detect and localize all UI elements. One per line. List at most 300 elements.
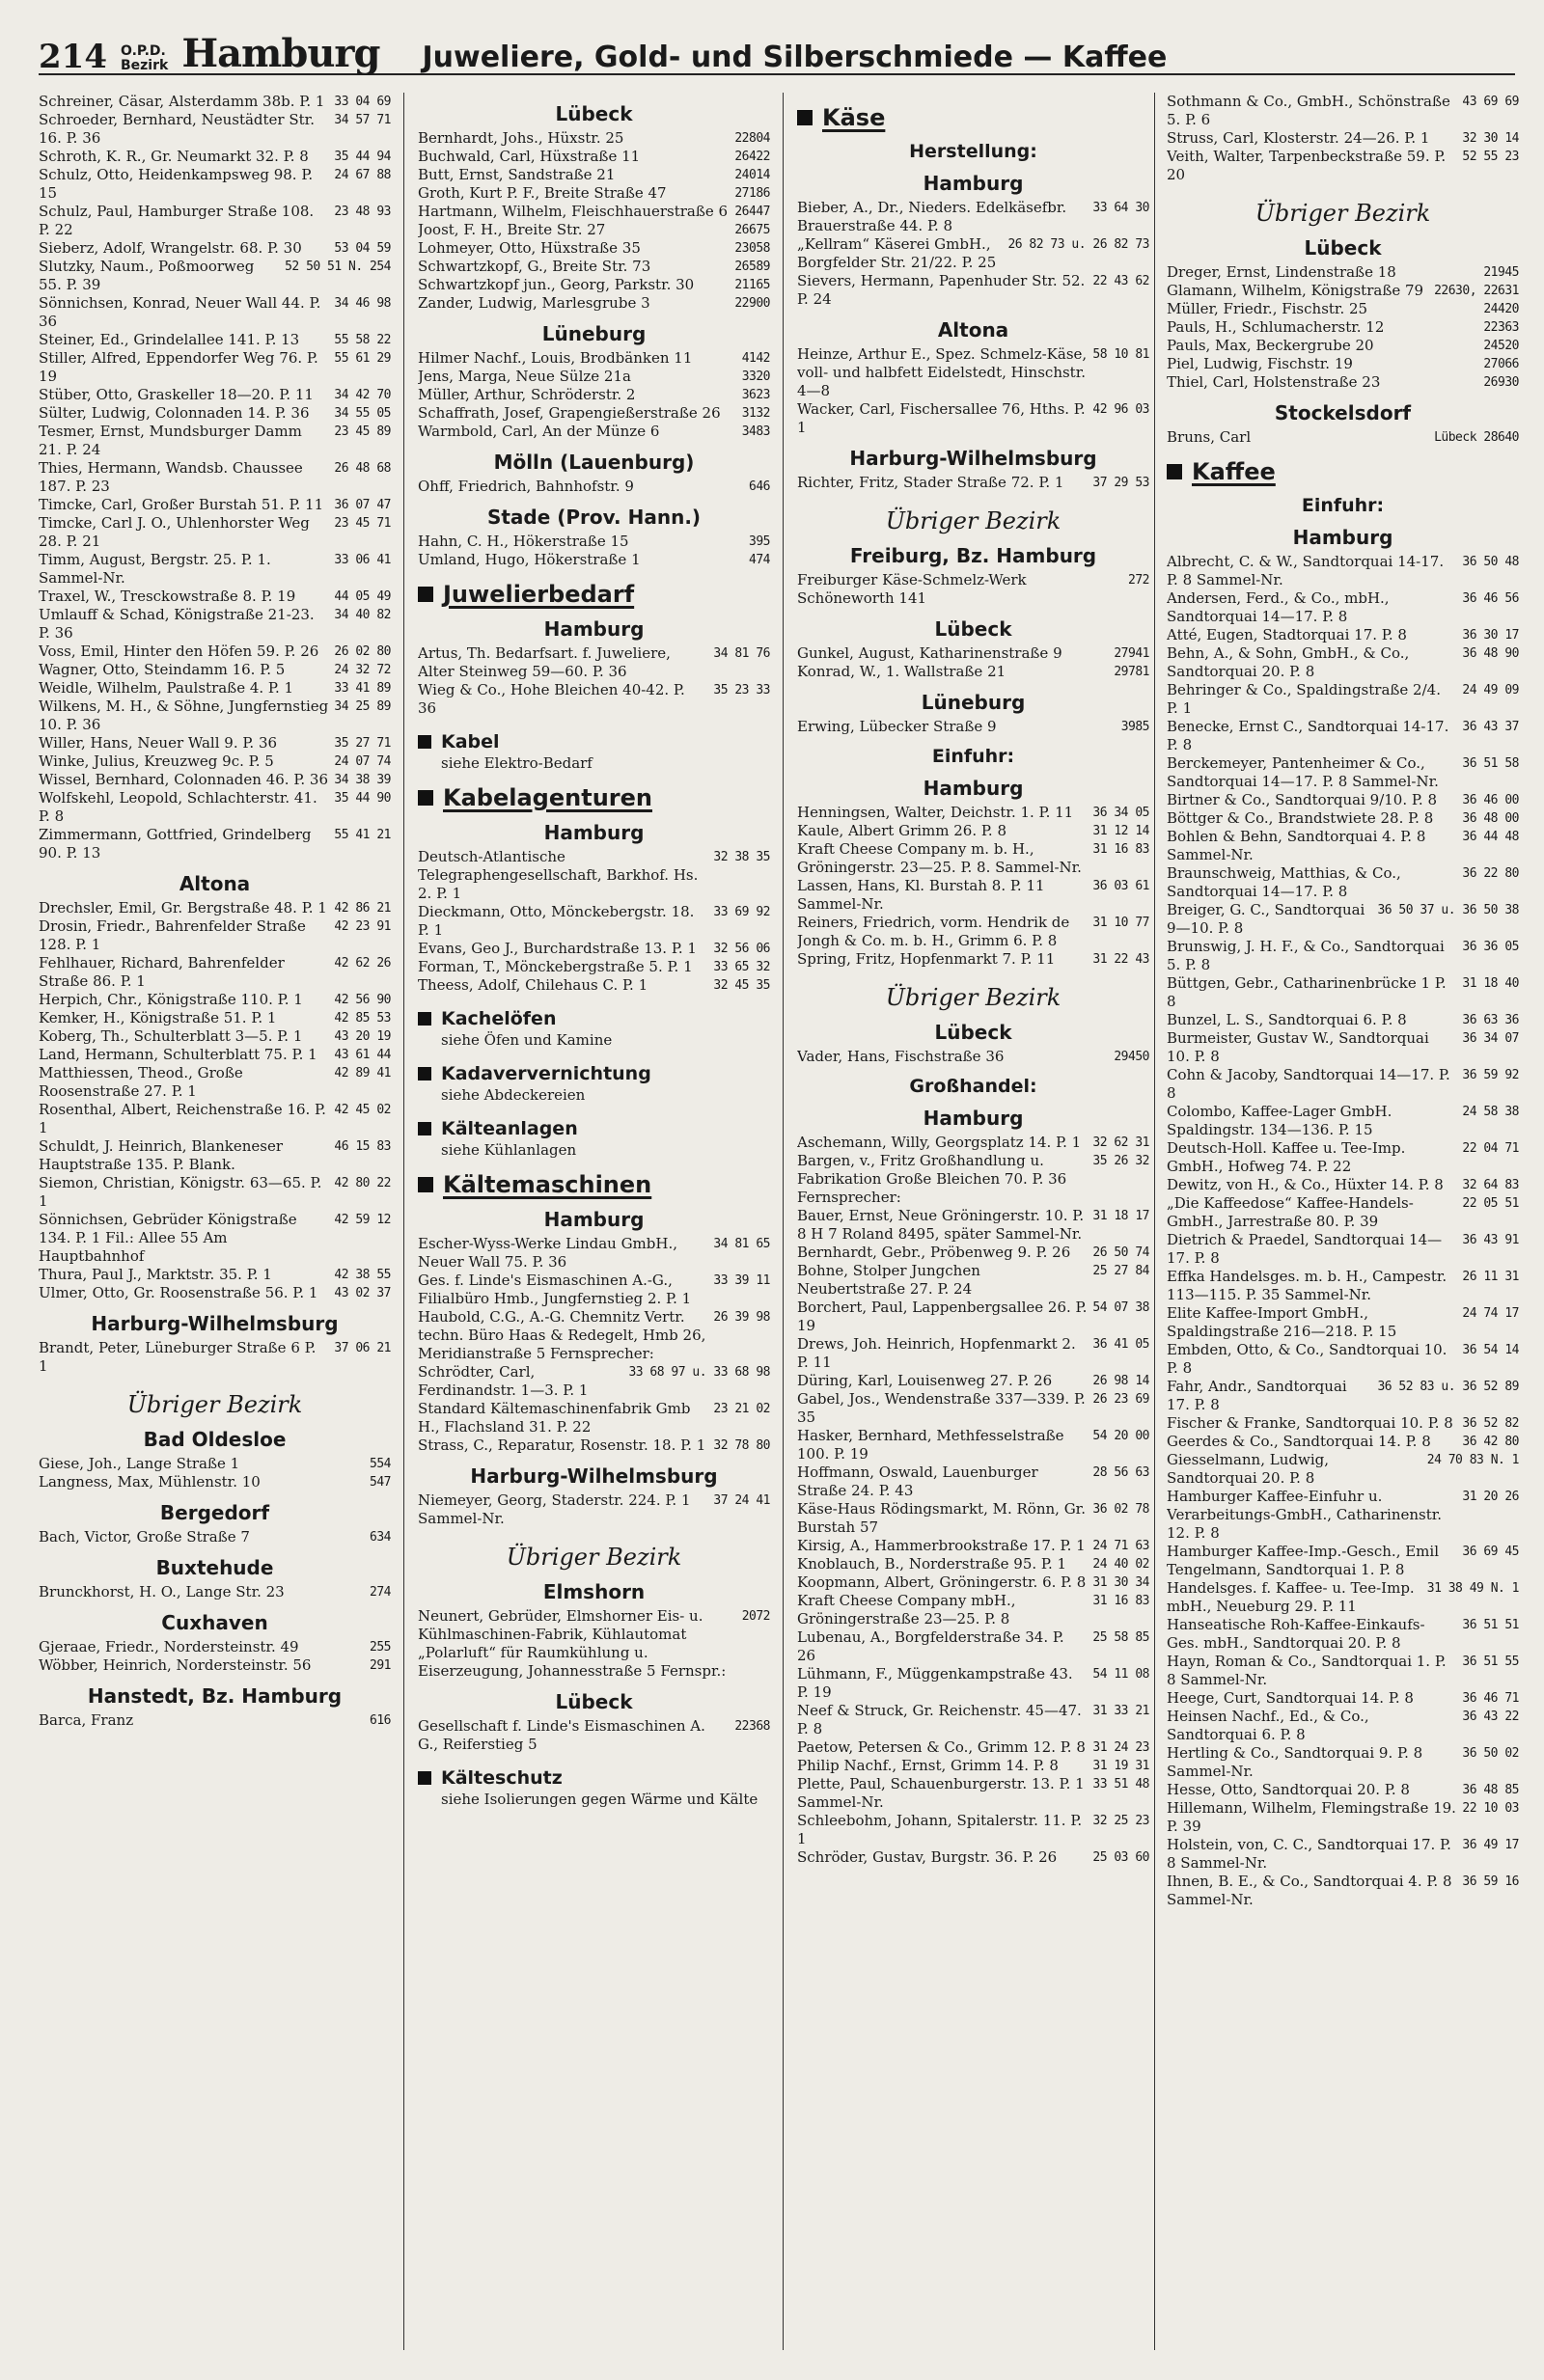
directory-entry [1167, 1543, 1519, 1579]
directory-entry [418, 166, 770, 184]
subsection-heading: Einfuhr: [931, 746, 1015, 767]
directory-entry [418, 349, 770, 368]
entry-name: Ulmer, Otto, Gr. Roosenstraße 56. P. 1 [39, 1284, 318, 1301]
directory-entry [39, 1656, 391, 1675]
entry-phone: 37 06 21 [334, 1341, 391, 1355]
entry-phone: 32 62 31 [1092, 1135, 1149, 1150]
entry-list [797, 345, 1149, 437]
directory-entry [1167, 282, 1519, 300]
entry-list [418, 349, 770, 441]
directory-entry [797, 1262, 1149, 1299]
location-heading: Harburg-Wilhelmsburg [470, 1464, 718, 1488]
directory-entry [797, 644, 1149, 663]
entry-name: Hesse, Otto, Sandtorquai 20. P. 8 [1167, 1781, 1410, 1798]
entry-phone: 25 58 85 [1092, 1630, 1149, 1645]
bullet-square-icon [418, 587, 433, 602]
entry-name: Lassen, Hans, Kl. Burstah 8. P. 11 Sammel-Nr. [797, 877, 1045, 913]
entry-name: Schreiner, Cäsar, Alsterdamm 38b. P. 1 [39, 93, 325, 110]
location-heading: Hamburg [543, 821, 645, 844]
directory-entry [797, 474, 1149, 492]
entry-phone: 53 04 59 [334, 241, 391, 256]
entry-name: Tesmer, Ernst, Mundsburger Damm 21. P. 24 [39, 423, 302, 458]
entry-phone: 36 50 37 u. 36 50 38 [1377, 903, 1519, 917]
directory-entry [1167, 1066, 1519, 1103]
entry-name: Steiner, Ed., Grindelallee 141. P. 13 [39, 331, 300, 348]
entry-phone: 36 48 85 [1462, 1783, 1519, 1797]
directory-entry [418, 294, 770, 313]
entry-phone: 36 48 90 [1462, 646, 1519, 661]
directory-entry [418, 551, 770, 569]
entry-name: Atté, Eugen, Stadtorquai 17. P. 8 [1167, 626, 1407, 643]
entry-phone: 23 48 93 [334, 205, 391, 219]
column-3 [797, 93, 1149, 2360]
directory-entry [418, 903, 770, 940]
entry-name: Standard Kältemaschinenfabrik Gmb H., Flachsland 31. P. 22 [418, 1400, 691, 1436]
entry-list [418, 1607, 770, 1681]
entry-list [39, 1583, 391, 1601]
see-reference: siehe Abdeckereien [441, 1086, 586, 1104]
entry-phone: 26 82 73 u. 26 82 73 [1007, 237, 1149, 252]
entry-phone: 291 [370, 1658, 391, 1673]
entry-name: Ihnen, B. E., & Co., Sandtorquai 4. P. 8 Sammel-Nr. [1167, 1873, 1452, 1908]
entry-name: Artus, Th. Bedarfsart. f. Juweliere, Alter Steinweg 59—60. P. 36 [418, 644, 671, 680]
directory-entry [797, 1048, 1149, 1066]
directory-entry [1167, 1653, 1519, 1689]
entry-name: Erwing, Lübecker Straße 9 [797, 718, 997, 735]
directory-entry [797, 840, 1149, 877]
entry-name: Heinsen Nachf., Ed., & Co., Sandtorquai 6. P. 8 [1167, 1708, 1369, 1743]
entry-phone: 32 56 06 [713, 942, 770, 956]
entry-name: Giesselmann, Ludwig, Sandtorquai 20. P. 8 [1167, 1451, 1329, 1487]
directory-entry [797, 718, 1149, 736]
entry-phone: 36 34 05 [1092, 806, 1149, 820]
directory-entry [418, 644, 770, 681]
entry-phone: 32 64 83 [1462, 1178, 1519, 1192]
entry-phone: 54 11 08 [1092, 1667, 1149, 1682]
directory-entry [39, 954, 391, 991]
entry-phone: 36 49 17 [1462, 1838, 1519, 1852]
entry-name: Giese, Joh., Lange Straße 1 [39, 1455, 240, 1472]
category-heading [418, 1008, 770, 1029]
entry-phone: 36 50 02 [1462, 1746, 1519, 1761]
entry-name: Matthiessen, Theod., Große Roosenstraße 27. P. 1 [39, 1064, 243, 1100]
see-reference: siehe Elektro-Bedarf [441, 754, 593, 772]
entry-name: Drechsler, Emil, Gr. Bergstraße 48. P. 1 [39, 899, 327, 916]
entry-name: Colombo, Kaffee-Lager GmbH. Spaldingstr. 134—136. P. 15 [1167, 1103, 1392, 1138]
category-title: Kabel [441, 731, 500, 752]
entry-list [418, 644, 770, 718]
entry-name: Behn, A., & Sohn, GmbH., & Co., Sandtorquai 20. P. 8 [1167, 644, 1410, 680]
entry-phone: 36 48 00 [1462, 811, 1519, 826]
entry-name: Embden, Otto, & Co., Sandtorquai 10. P. 8 [1167, 1341, 1448, 1377]
entry-name: Bieber, A., Dr., Nieders. Edelkäsefbr. Brauerstraße 44. P. 8 [797, 199, 1067, 234]
entry-name: Wacker, Carl, Fischersallee 76, Hths. P. 1 [797, 400, 1086, 436]
location-heading: Harburg-Wilhelmsburg [849, 447, 1097, 470]
entry-phone: 34 25 89 [334, 699, 391, 714]
location-heading: Hamburg [923, 1107, 1024, 1130]
entry-list [39, 1528, 391, 1546]
directory-entry [1167, 1451, 1519, 1488]
entry-phone: 3623 [741, 388, 770, 402]
entry-name: Bernhardt, Johs., Hüxstr. 25 [418, 129, 624, 147]
entry-phone: 26 98 14 [1092, 1374, 1149, 1388]
directory-entry [39, 588, 391, 606]
column-1 [39, 93, 391, 2360]
directory-entry [797, 1207, 1149, 1244]
directory-entry [39, 111, 391, 148]
entry-name: Barca, Franz [39, 1711, 134, 1729]
category-heading [418, 784, 770, 811]
entry-name: Butt, Ernst, Sandstraße 21 [418, 166, 616, 183]
directory-entry [39, 826, 391, 862]
entry-phone: 24420 [1483, 302, 1519, 316]
entry-phone: 52 55 23 [1462, 150, 1519, 164]
entry-list [797, 571, 1149, 608]
entry-name: Kaule, Albert Grimm 26. P. 8 [797, 822, 1007, 839]
entry-name: Piel, Ludwig, Fischstr. 19 [1167, 355, 1353, 372]
directory-entry [39, 1064, 391, 1101]
bullet-square-icon [418, 1177, 433, 1192]
entry-phone: 36 42 80 [1462, 1435, 1519, 1449]
directory-entry [797, 1390, 1149, 1427]
entry-phone: 36 50 48 [1462, 555, 1519, 569]
entry-name: „Die Kaffeedose“ Kaffee-Handels-GmbH., Jarrestraße 80. P. 39 [1167, 1194, 1414, 1230]
directory-entry [39, 679, 391, 698]
entry-name: Koberg, Th., Schulterblatt 3—5. P. 1 [39, 1027, 303, 1045]
entry-phone: 36 02 78 [1092, 1502, 1149, 1517]
entry-name: Böttger & Co., Brandstwiete 28. P. 8 [1167, 809, 1434, 827]
entry-list [797, 1134, 1149, 1867]
entry-phone: 24 74 17 [1462, 1306, 1519, 1321]
entry-list [418, 129, 770, 313]
entry-name: Bohne, Stolper Jungchen Neubertstraße 27. P. 24 [797, 1262, 980, 1298]
directory-entry [1167, 1799, 1519, 1836]
entry-phone: 26589 [734, 260, 770, 274]
directory-entry [1167, 1268, 1519, 1304]
directory-entry [797, 1152, 1149, 1207]
entry-phone: 35 26 32 [1092, 1154, 1149, 1168]
directory-entry [39, 771, 391, 789]
directory-entry [39, 698, 391, 734]
entry-name: Lühmann, F., Müggenkampstraße 43. P. 19 [797, 1665, 1073, 1701]
entry-phone: 22363 [1483, 320, 1519, 335]
directory-entry [39, 899, 391, 917]
entry-name: Schroth, K. R., Gr. Neumarkt 32. P. 8 [39, 148, 309, 165]
entry-name: Brunckhorst, H. O., Lange Str. 23 [39, 1583, 285, 1600]
directory-entry [1167, 1873, 1519, 1909]
entry-name: Rosenthal, Albert, Reichenstraße 16. P. 1 [39, 1101, 326, 1136]
entry-phone: 34 42 70 [334, 388, 391, 402]
entry-phone: 33 68 97 u. 33 68 98 [628, 1365, 770, 1380]
category-title: Kältemaschinen [443, 1171, 652, 1198]
directory-entry [797, 1573, 1149, 1592]
entry-name: Albrecht, C. & W., Sandtorquai 14-17. P. 8 Sammel-Nr. [1167, 553, 1445, 588]
entry-name: Bargen, v., Fritz Großhandlung u. Fabrikation Große Bleichen 70. P. 36 Fernsprecher: [797, 1152, 1067, 1206]
entry-phone: 34 81 76 [713, 646, 770, 661]
location-heading: Lübeck [555, 102, 633, 125]
entry-phone: 55 61 29 [334, 351, 391, 366]
entry-name: Forman, T., Mönckebergstraße 5. P. 1 [418, 958, 693, 975]
entry-name: Koopmann, Albert, Gröningerstr. 6. P. 8 [797, 1573, 1087, 1591]
entry-phone: 31 38 49 N. 1 [1426, 1581, 1519, 1596]
entry-name: Knoblauch, B., Norderstraße 95. P. 1 [797, 1555, 1067, 1573]
entry-name: Schwartzkopf jun., Georg, Parkstr. 30 [418, 276, 695, 293]
entry-phone: 36 46 00 [1462, 793, 1519, 807]
entry-phone: 42 86 21 [334, 901, 391, 916]
entry-phone: 474 [749, 553, 770, 567]
entry-phone: 42 62 26 [334, 956, 391, 971]
entry-phone: 26 23 69 [1092, 1392, 1149, 1407]
entry-phone: 34 81 65 [713, 1237, 770, 1251]
entry-list [418, 478, 770, 496]
entry-name: Wolfskehl, Leopold, Schlachterstr. 41. P. 8 [39, 789, 317, 825]
directory-entry [39, 1583, 391, 1601]
entry-phone: 42 56 90 [334, 993, 391, 1007]
entry-phone: 3320 [741, 369, 770, 384]
entry-name: Warmbold, Carl, An der Münze 6 [418, 423, 660, 440]
directory-entry [797, 1848, 1149, 1867]
entry-name: Stiller, Alfred, Eppendorfer Weg 76. P. 19 [39, 349, 318, 385]
location-heading: Elmshorn [542, 1580, 646, 1603]
entry-name: Niemeyer, Georg, Staderstr. 224. P. 1 Sammel-Nr. [418, 1491, 691, 1527]
entry-list [797, 804, 1149, 969]
entry-name: Sievers, Hermann, Papenhuder Str. 52. P. 24 [797, 272, 1086, 308]
entry-name: Hasker, Bernhard, Methfesselstraße 100. P. 19 [797, 1427, 1064, 1463]
category-heading [1167, 458, 1519, 485]
entry-phone: 36 36 05 [1462, 940, 1519, 954]
directory-entry [1167, 589, 1519, 626]
entry-phone: 43 02 37 [334, 1286, 391, 1300]
entry-name: Theess, Adolf, Chilehaus C. P. 1 [418, 976, 648, 994]
entry-phone: 32 25 23 [1092, 1814, 1149, 1828]
directory-entry [797, 199, 1149, 235]
directory-entry [418, 976, 770, 995]
entry-name: Bauer, Ernst, Neue Gröningerstr. 10. P. 8 H 7 Roland 8495, später Sammel-Nr. [797, 1207, 1085, 1243]
directory-entry [1167, 791, 1519, 809]
entry-name: Wieg & Co., Hohe Bleichen 40-42. P. 36 [418, 681, 685, 717]
entry-phone: 646 [749, 479, 770, 494]
directory-entry [418, 1308, 770, 1363]
category-title: Kaffee [1192, 458, 1276, 485]
directory-entry [39, 752, 391, 771]
directory-entry [1167, 428, 1519, 447]
entry-name: Struss, Carl, Klosterstr. 24—26. P. 1 [1167, 129, 1430, 147]
region-heading: Übriger Bezirk [1254, 200, 1431, 227]
directory-entry [39, 991, 391, 1009]
entry-name: Umland, Hugo, Hökerstraße 1 [418, 551, 641, 568]
entry-name: Bunzel, L. S., Sandtorquai 6. P. 8 [1167, 1011, 1407, 1028]
category-heading [418, 1171, 770, 1198]
entry-phone: 4142 [741, 351, 770, 366]
directory-entry [418, 533, 770, 551]
directory-entry [1167, 1103, 1519, 1139]
directory-entry [797, 1372, 1149, 1390]
entry-phone: 22 43 62 [1092, 274, 1149, 288]
category-title: Kadaververnichtung [441, 1063, 651, 1084]
entry-phone: 31 18 17 [1092, 1209, 1149, 1223]
column-2 [418, 93, 770, 2360]
directory-entry [39, 1528, 391, 1546]
location-heading: Hamburg [543, 617, 645, 641]
entry-phone: 24 58 38 [1462, 1105, 1519, 1119]
entry-name: Müller, Arthur, Schröderstr. 2 [418, 386, 636, 403]
directory-entry [797, 822, 1149, 840]
location-heading: Freiburg, Bz. Hamburg [849, 544, 1097, 567]
entry-phone: 32 45 35 [713, 978, 770, 993]
directory-entry [797, 1738, 1149, 1757]
directory-entry [418, 1235, 770, 1272]
entry-phone: 26 11 31 [1462, 1270, 1519, 1284]
directory-entry [797, 914, 1149, 950]
entry-name: Paetow, Petersen & Co., Grimm 12. P. 8 [797, 1738, 1086, 1756]
entry-phone: 23 45 71 [334, 516, 391, 531]
directory-entry [39, 789, 391, 826]
entry-name: Hahn, C. H., Hökerstraße 15 [418, 533, 629, 550]
entry-phone: 31 18 40 [1462, 976, 1519, 991]
entry-name: Weidle, Wilhelm, Paulstraße 4. P. 1 [39, 679, 294, 697]
directory-entry [39, 203, 391, 239]
entry-name: Benecke, Ernst C., Sandtorquai 14-17. P. 8 [1167, 718, 1449, 753]
directory-entry [39, 331, 391, 349]
directory-entry [39, 606, 391, 643]
entry-name: Haubold, C.G., A.-G. Chemnitz Vertr. techn. Büro Haas & Redegelt, Hmb 26, Meridianstraße 5 Fernsprecher: [418, 1308, 706, 1362]
entry-name: Borchert, Paul, Lappenbergsallee 26. P. 19 [797, 1299, 1088, 1334]
directory-entry [1167, 1231, 1519, 1268]
entry-list [1167, 428, 1519, 447]
directory-entry [39, 661, 391, 679]
entry-phone: 634 [370, 1530, 391, 1545]
directory-entry [39, 93, 391, 111]
directory-entry [39, 1638, 391, 1656]
region-heading: Übriger Bezirk [506, 1544, 682, 1571]
entry-name: Dewitz, von H., & Co., Hüxter 14. P. 8 [1167, 1176, 1444, 1193]
entry-name: Gabel, Jos., Wendenstraße 337—339. P. 35 [797, 1390, 1086, 1426]
entry-phone: 22368 [734, 1719, 770, 1734]
entry-name: Sieberz, Adolf, Wrangelstr. 68. P. 30 [39, 239, 302, 257]
directory-entry [1167, 1414, 1519, 1433]
entry-phone: 26675 [734, 223, 770, 237]
directory-entry [39, 1101, 391, 1137]
entry-name: Timcke, Carl J. O., Uhlenhorster Weg 28. P. 21 [39, 514, 310, 550]
entry-list [797, 644, 1149, 681]
category-heading [418, 731, 770, 752]
category-title: Kälteanlagen [441, 1118, 578, 1139]
entry-name: Reiners, Friedrich, vorm. Hendrik de Jongh & Co. m. b. H., Grimm 6. P. 8 [797, 914, 1070, 949]
directory-entry [39, 514, 391, 551]
entry-list [797, 718, 1149, 736]
entry-name: Burmeister, Gustav W., Sandtorquai 10. P. 8 [1167, 1029, 1429, 1065]
directory-entry [797, 877, 1149, 914]
entry-name: Fahr, Andr., Sandtorquai 17. P. 8 [1167, 1378, 1347, 1413]
entry-name: Voss, Emil, Hinter den Höfen 59. P. 26 [39, 643, 319, 660]
directory-entry [418, 1272, 770, 1308]
entry-name: Sothmann & Co., GmbH., Schönstraße 5. P. 6 [1167, 93, 1450, 128]
entry-phone: 33 41 89 [334, 681, 391, 696]
region-heading: Übriger Bezirk [885, 507, 1062, 534]
entry-name: Langness, Max, Mühlenstr. 10 [39, 1473, 261, 1491]
entry-name: Pauls, H., Schlumacherstr. 12 [1167, 318, 1385, 336]
directory-entry [39, 1027, 391, 1046]
directory-entry [39, 1174, 391, 1211]
category-heading [797, 104, 1149, 131]
entry-list [39, 1339, 391, 1376]
column-divider [783, 93, 784, 2350]
entry-phone: 31 16 83 [1092, 1594, 1149, 1608]
directory-entry [1167, 1176, 1519, 1194]
directory-entry [39, 423, 391, 459]
directory-entry [39, 1137, 391, 1174]
entry-name: Spring, Fritz, Hopfenmarkt 7. P. 11 [797, 950, 1056, 968]
entry-name: Wagner, Otto, Steindamm 16. P. 5 [39, 661, 286, 678]
location-heading: Lübeck [934, 617, 1012, 641]
entry-phone: 26 48 68 [334, 461, 391, 476]
entry-list [39, 93, 391, 862]
entry-name: Timm, August, Bergstr. 25. P. 1. Sammel-Nr. [39, 551, 271, 587]
entry-name: Behringer & Co., Spaldingstraße 2/4. P. 1 [1167, 681, 1441, 717]
see-reference: siehe Kühlanlagen [441, 1141, 577, 1159]
location-heading: Bergedorf [159, 1501, 270, 1524]
entry-phone: 36 51 55 [1462, 1655, 1519, 1669]
entry-phone: 42 89 41 [334, 1066, 391, 1081]
directory-entry [39, 917, 391, 954]
see-reference: siehe Öfen und Kamine [441, 1031, 613, 1049]
entry-phone: 36 43 22 [1462, 1710, 1519, 1724]
directory-entry [418, 681, 770, 718]
page-header [39, 27, 1515, 75]
directory-entry [418, 221, 770, 239]
entry-phone: 52 50 51 N. 254 [285, 260, 391, 274]
entry-name: Brunswig, J. H. F., & Co., Sandtorquai 5. P. 8 [1167, 938, 1445, 973]
entry-name: Escher-Wyss-Werke Lindau GmbH., Neuer Wall 75. P. 36 [418, 1235, 678, 1271]
directory-entry [418, 423, 770, 441]
entry-phone: 35 27 71 [334, 736, 391, 751]
entry-phone: 31 33 21 [1092, 1704, 1149, 1718]
directory-entry [39, 258, 391, 294]
column-divider [1154, 93, 1155, 2350]
entry-list [418, 1717, 770, 1754]
entry-list [418, 848, 770, 995]
entry-name: Fischer & Franke, Sandtorquai 10. P. 8 [1167, 1414, 1453, 1432]
directory-entry [1167, 1139, 1519, 1176]
directory-entry [797, 1665, 1149, 1702]
bullet-square-icon [418, 735, 431, 749]
entry-name: Elite Kaffee-Import GmbH., Spaldingstraße 216—218. P. 15 [1167, 1304, 1397, 1340]
entry-name: Hamburger Kaffee-Einfuhr u. Verarbeitungs-GmbH., Catharinenstr. 12. P. 8 [1167, 1488, 1443, 1542]
directory-entry [1167, 1616, 1519, 1653]
entry-name: Traxel, W., Tresckowstraße 8. P. 19 [39, 588, 296, 605]
page-number: 214 [39, 38, 107, 76]
directory-entry [1167, 1836, 1519, 1873]
entry-name: Siemon, Christian, Königstr. 63—65. P. 1 [39, 1174, 322, 1210]
entry-name: Strass, C., Reparatur, Rosenstr. 18. P. 1 [418, 1436, 706, 1454]
entry-phone: 3483 [741, 424, 770, 439]
region-heading: Übriger Bezirk [126, 1391, 303, 1418]
entry-phone: 36 69 45 [1462, 1545, 1519, 1559]
entry-phone: 27186 [734, 186, 770, 201]
directory-entry [39, 148, 391, 166]
directory-entry [1167, 355, 1519, 373]
subsection-heading: Großhandel: [909, 1076, 1037, 1097]
directory-entry [1167, 681, 1519, 718]
directory-entry [39, 1009, 391, 1027]
entry-name: Lohmeyer, Otto, Hüxstraße 35 [418, 239, 641, 257]
entry-phone: 24 49 09 [1462, 683, 1519, 698]
location-heading: Altona [179, 872, 251, 895]
directory-entry [1167, 809, 1519, 828]
directory-entry [39, 1284, 391, 1302]
directory-entry [418, 276, 770, 294]
entry-phone: 31 20 26 [1462, 1490, 1519, 1504]
